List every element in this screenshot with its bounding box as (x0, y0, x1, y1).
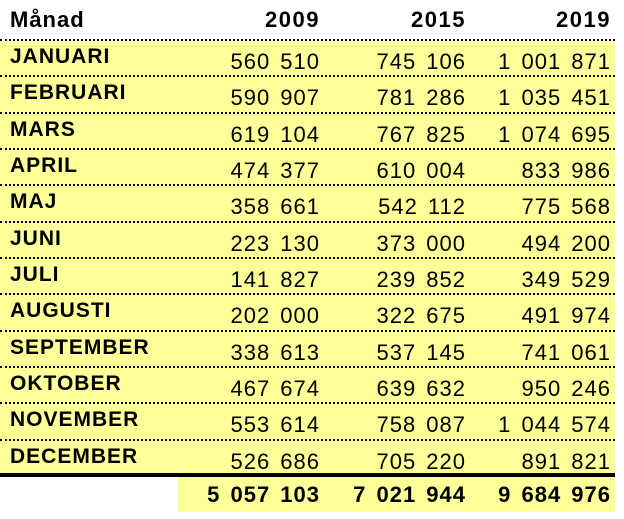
table-row-juni (0, 223, 615, 259)
month-cell: OKTOBER (10, 371, 122, 395)
value-2009-cell: 619 104 (230, 121, 320, 147)
value-2019-cell: 950 246 (521, 375, 611, 401)
value-2019-cell: 494 200 (521, 230, 611, 256)
value-2019-cell: 1 074 695 (498, 121, 611, 147)
value-2009-cell: 560 510 (230, 49, 320, 74)
value-2015-cell: 705 220 (376, 448, 466, 473)
value-2019-cell: 1 044 574 (498, 412, 611, 438)
value-2009-cell: 474 377 (230, 157, 320, 183)
value-2009-cell: 358 661 (230, 194, 320, 220)
value-2009-cell: 223 130 (230, 230, 320, 256)
month-cell: AUGUSTI (10, 299, 112, 323)
month-cell: JANUARI (10, 45, 111, 68)
table-row-juli (0, 259, 615, 295)
value-2009-cell: 338 613 (230, 339, 320, 365)
value-2009-cell: 553 614 (230, 412, 320, 438)
month-cell: DECEMBER (10, 444, 139, 468)
value-2019-cell: 1 001 871 (498, 49, 611, 74)
value-2009-cell: 467 674 (230, 375, 320, 401)
value-2015-cell: 610 004 (376, 157, 466, 183)
header-year-2019: 2019 (556, 7, 611, 32)
table-row-januari (0, 41, 615, 77)
totals-row (0, 477, 615, 512)
value-2019-cell: 775 568 (521, 194, 611, 220)
table-row-maj (0, 186, 615, 222)
value-2009-cell: 526 686 (230, 448, 320, 473)
table-row-augusti (0, 295, 615, 331)
month-cell: JULI (10, 262, 60, 286)
table-header-row (0, 0, 615, 41)
table-row-april (0, 150, 615, 186)
value-2019-cell: 349 529 (521, 266, 611, 292)
total-2009-cell: 5 057 103 (178, 477, 324, 512)
value-2019-cell: 833 986 (521, 157, 611, 183)
month-cell: JUNI (10, 226, 62, 250)
table-row-oktober (0, 368, 615, 404)
header-year-2009: 2009 (265, 7, 320, 32)
value-2015-cell: 781 286 (376, 85, 466, 111)
value-2015-cell: 322 675 (376, 303, 466, 329)
table-row-december (0, 441, 615, 477)
value-2019-cell: 891 821 (521, 448, 611, 473)
table-row-november (0, 404, 615, 440)
month-cell: SEPTEMBER (10, 335, 150, 359)
month-cell: MARS (10, 117, 76, 141)
value-2019-cell: 491 974 (521, 303, 611, 329)
header-year-2015: 2015 (411, 7, 466, 32)
value-2009-cell: 590 907 (230, 85, 320, 111)
header-month-label: Månad (10, 7, 85, 32)
value-2009-cell: 202 000 (230, 303, 320, 329)
value-2015-cell: 767 825 (376, 121, 466, 147)
value-2019-cell: 741 061 (521, 339, 611, 365)
month-cell: MAJ (10, 190, 58, 214)
value-2015-cell: 537 145 (376, 339, 466, 365)
month-cell: APRIL (10, 153, 78, 177)
value-2015-cell: 542 112 (378, 194, 466, 220)
value-2015-cell: 745 106 (376, 49, 466, 74)
table-row-september (0, 332, 615, 368)
value-2009-cell: 141 827 (230, 266, 320, 292)
value-2015-cell: 373 000 (376, 230, 466, 256)
month-cell: FEBRUARI (10, 81, 127, 105)
totals-spacer (0, 477, 178, 512)
table-row-februari (0, 77, 615, 113)
month-cell: NOVEMBER (10, 408, 140, 432)
total-2019-cell: 9 684 976 (470, 477, 615, 512)
value-2015-cell: 239 852 (376, 266, 466, 292)
value-2015-cell: 639 632 (376, 375, 466, 401)
table-row-mars (0, 114, 615, 150)
value-2015-cell: 758 087 (376, 412, 466, 438)
total-2015-cell: 7 021 944 (324, 477, 470, 512)
value-2019-cell: 1 035 451 (498, 85, 611, 111)
